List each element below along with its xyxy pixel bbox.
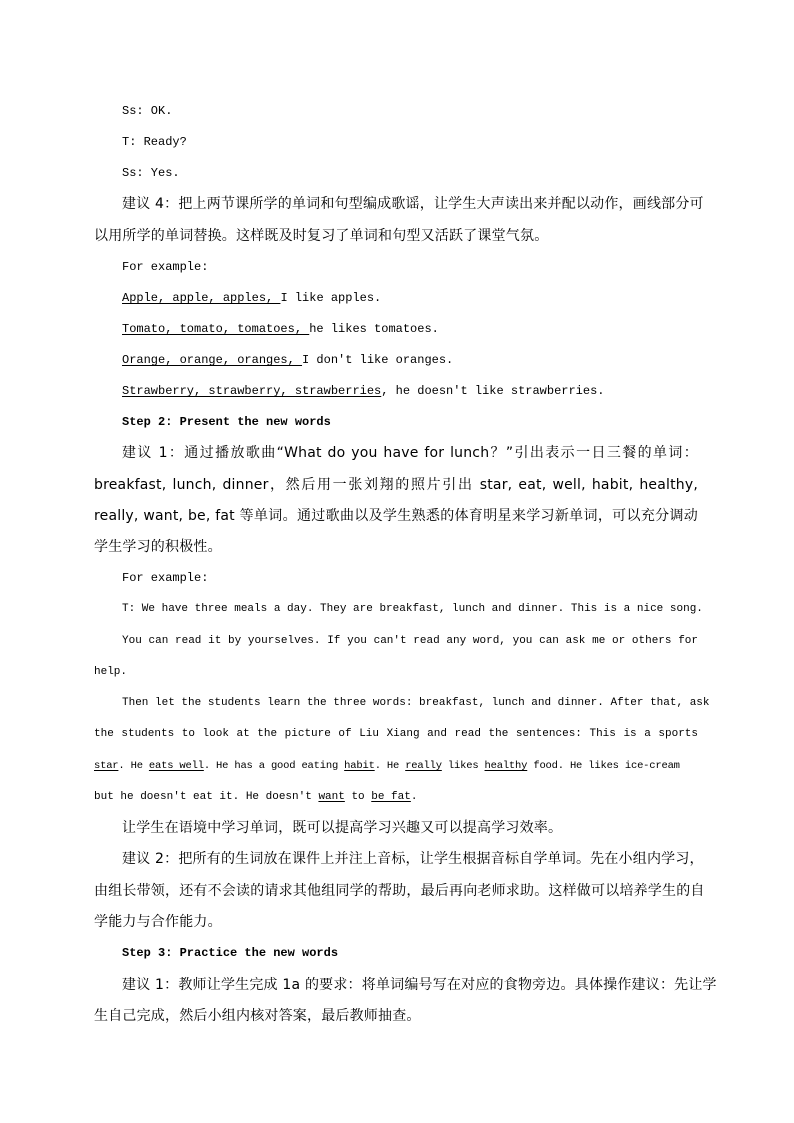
step-2-suggestion-2-line-1: 建议 2：把所有的生词放在课件上并注上音标，让学生根据音标自学单词。先在小组内学习， [122, 851, 704, 867]
chant-rest: , he doesn't like strawberries. [381, 384, 605, 398]
chant-rest: I like apples. [280, 291, 382, 305]
text-segment: . He [118, 760, 149, 772]
dialogue-line: T: Ready? [122, 135, 187, 149]
example-text-line-7 [94, 787, 417, 807]
step-3-suggestion-1-line-2: 生自己完成，然后小组内核对答案，最后教师抽查。 [94, 1008, 421, 1024]
example-text-line-6 [94, 756, 698, 776]
vocab-word: really [405, 760, 442, 772]
chant-underlined: Strawberry, strawberry, strawberries [122, 384, 382, 398]
text-segment: likes [441, 760, 485, 772]
step-2-suggestion-1-line-3: really, want, be, fat 等单词。通过歌曲以及学生熟悉的体育明星来学习新单词，可以充分调动 [94, 508, 698, 524]
chant-line-orange [122, 350, 453, 370]
vocab-word: be fat [371, 791, 411, 803]
chant-rest: he likes tomatoes. [309, 322, 439, 336]
context-learning-note: 让学生在语境中学习单词，既可以提高学习兴趣又可以提高学习效率。 [122, 820, 563, 836]
step-2-suggestion-2-line-3: 学能力与合作能力。 [94, 914, 222, 930]
vocab-word: habit [344, 760, 375, 772]
vocab-word: want [318, 791, 345, 803]
example-text-line-5: the students to look at the picture of Liu Xiang and read the sentences: This is a sports [94, 728, 698, 740]
chant-rest: I don't like oranges. [302, 353, 454, 367]
text-segment: food. He likes ice-cream [527, 760, 680, 772]
text-segment: . He [374, 760, 406, 772]
step-2-suggestion-2-line-2: 由组长带领，还有不会读的请求其他组同学的帮助，最后再向老师求助。这样做可以培养学生的自 [94, 883, 705, 899]
chant-underlined: Orange, orange, oranges, [122, 353, 303, 367]
chant-line-tomato [122, 319, 439, 339]
text-segment: but he doesn't eat it. He doesn't [94, 791, 319, 803]
vocab-word: star [94, 760, 119, 772]
example-text-line-1: T: We have three meals a day. They are breakfast, lunch and dinner. This is a nice song. [122, 603, 703, 615]
suggestion-4-line-2: 以用所学的单词替换。这样既及时复习了单词和句型又活跃了课堂气氛。 [94, 228, 549, 244]
example-text-line-3: help. [94, 666, 128, 678]
example-text-line-2: You can read it by yourselves. If you can't read any word, you can ask me or others for [122, 635, 698, 647]
for-example-label: For example: [122, 571, 209, 585]
step-2-heading: Step 2: Present the new words [122, 415, 331, 429]
chant-underlined: Apple, apple, apples, [122, 291, 281, 305]
chant-line-strawberry [122, 381, 605, 401]
step-2-suggestion-1-line-2: breakfast, lunch, dinner，然后用一张刘翔的照片引出 star, eat, well, habit, healthy, [94, 477, 698, 493]
step-2-suggestion-1-line-1: 建议 1：通过播放歌曲“What do you have for lunch？”引出表示一日三餐的单词： [122, 445, 698, 461]
example-text-line-4: Then let the students learn the three words: breakfast, lunch and dinner. After that, ask [122, 697, 710, 709]
chant-line-apple [122, 288, 381, 308]
suggestion-4-line-1: 建议 4：把上两节课所学的单词和句型编成歌谣，让学生大声读出来并配以动作，画线部分可 [122, 196, 704, 212]
text-segment: . [410, 791, 418, 803]
step-3-heading: Step 3: Practice the new words [122, 946, 339, 960]
text-segment: to [344, 791, 372, 803]
step-3-suggestion-1-line-1: 建议 1：教师让学生完成 1a 的要求：将单词编号写在对应的食物旁边。具体操作建议：先让学 [122, 977, 717, 993]
step-2-suggestion-1-line-4: 学生学习的积极性。 [94, 539, 222, 555]
text-segment: . He has a good eating [203, 760, 345, 772]
dialogue-line: Ss: Yes. [122, 166, 180, 180]
dialogue-line: Ss: OK. [122, 104, 173, 118]
for-example-label: For example: [122, 260, 209, 274]
vocab-word: healthy [484, 760, 528, 772]
vocab-word: eats well [148, 760, 204, 772]
chant-underlined: Tomato, tomato, tomatoes, [122, 322, 310, 336]
